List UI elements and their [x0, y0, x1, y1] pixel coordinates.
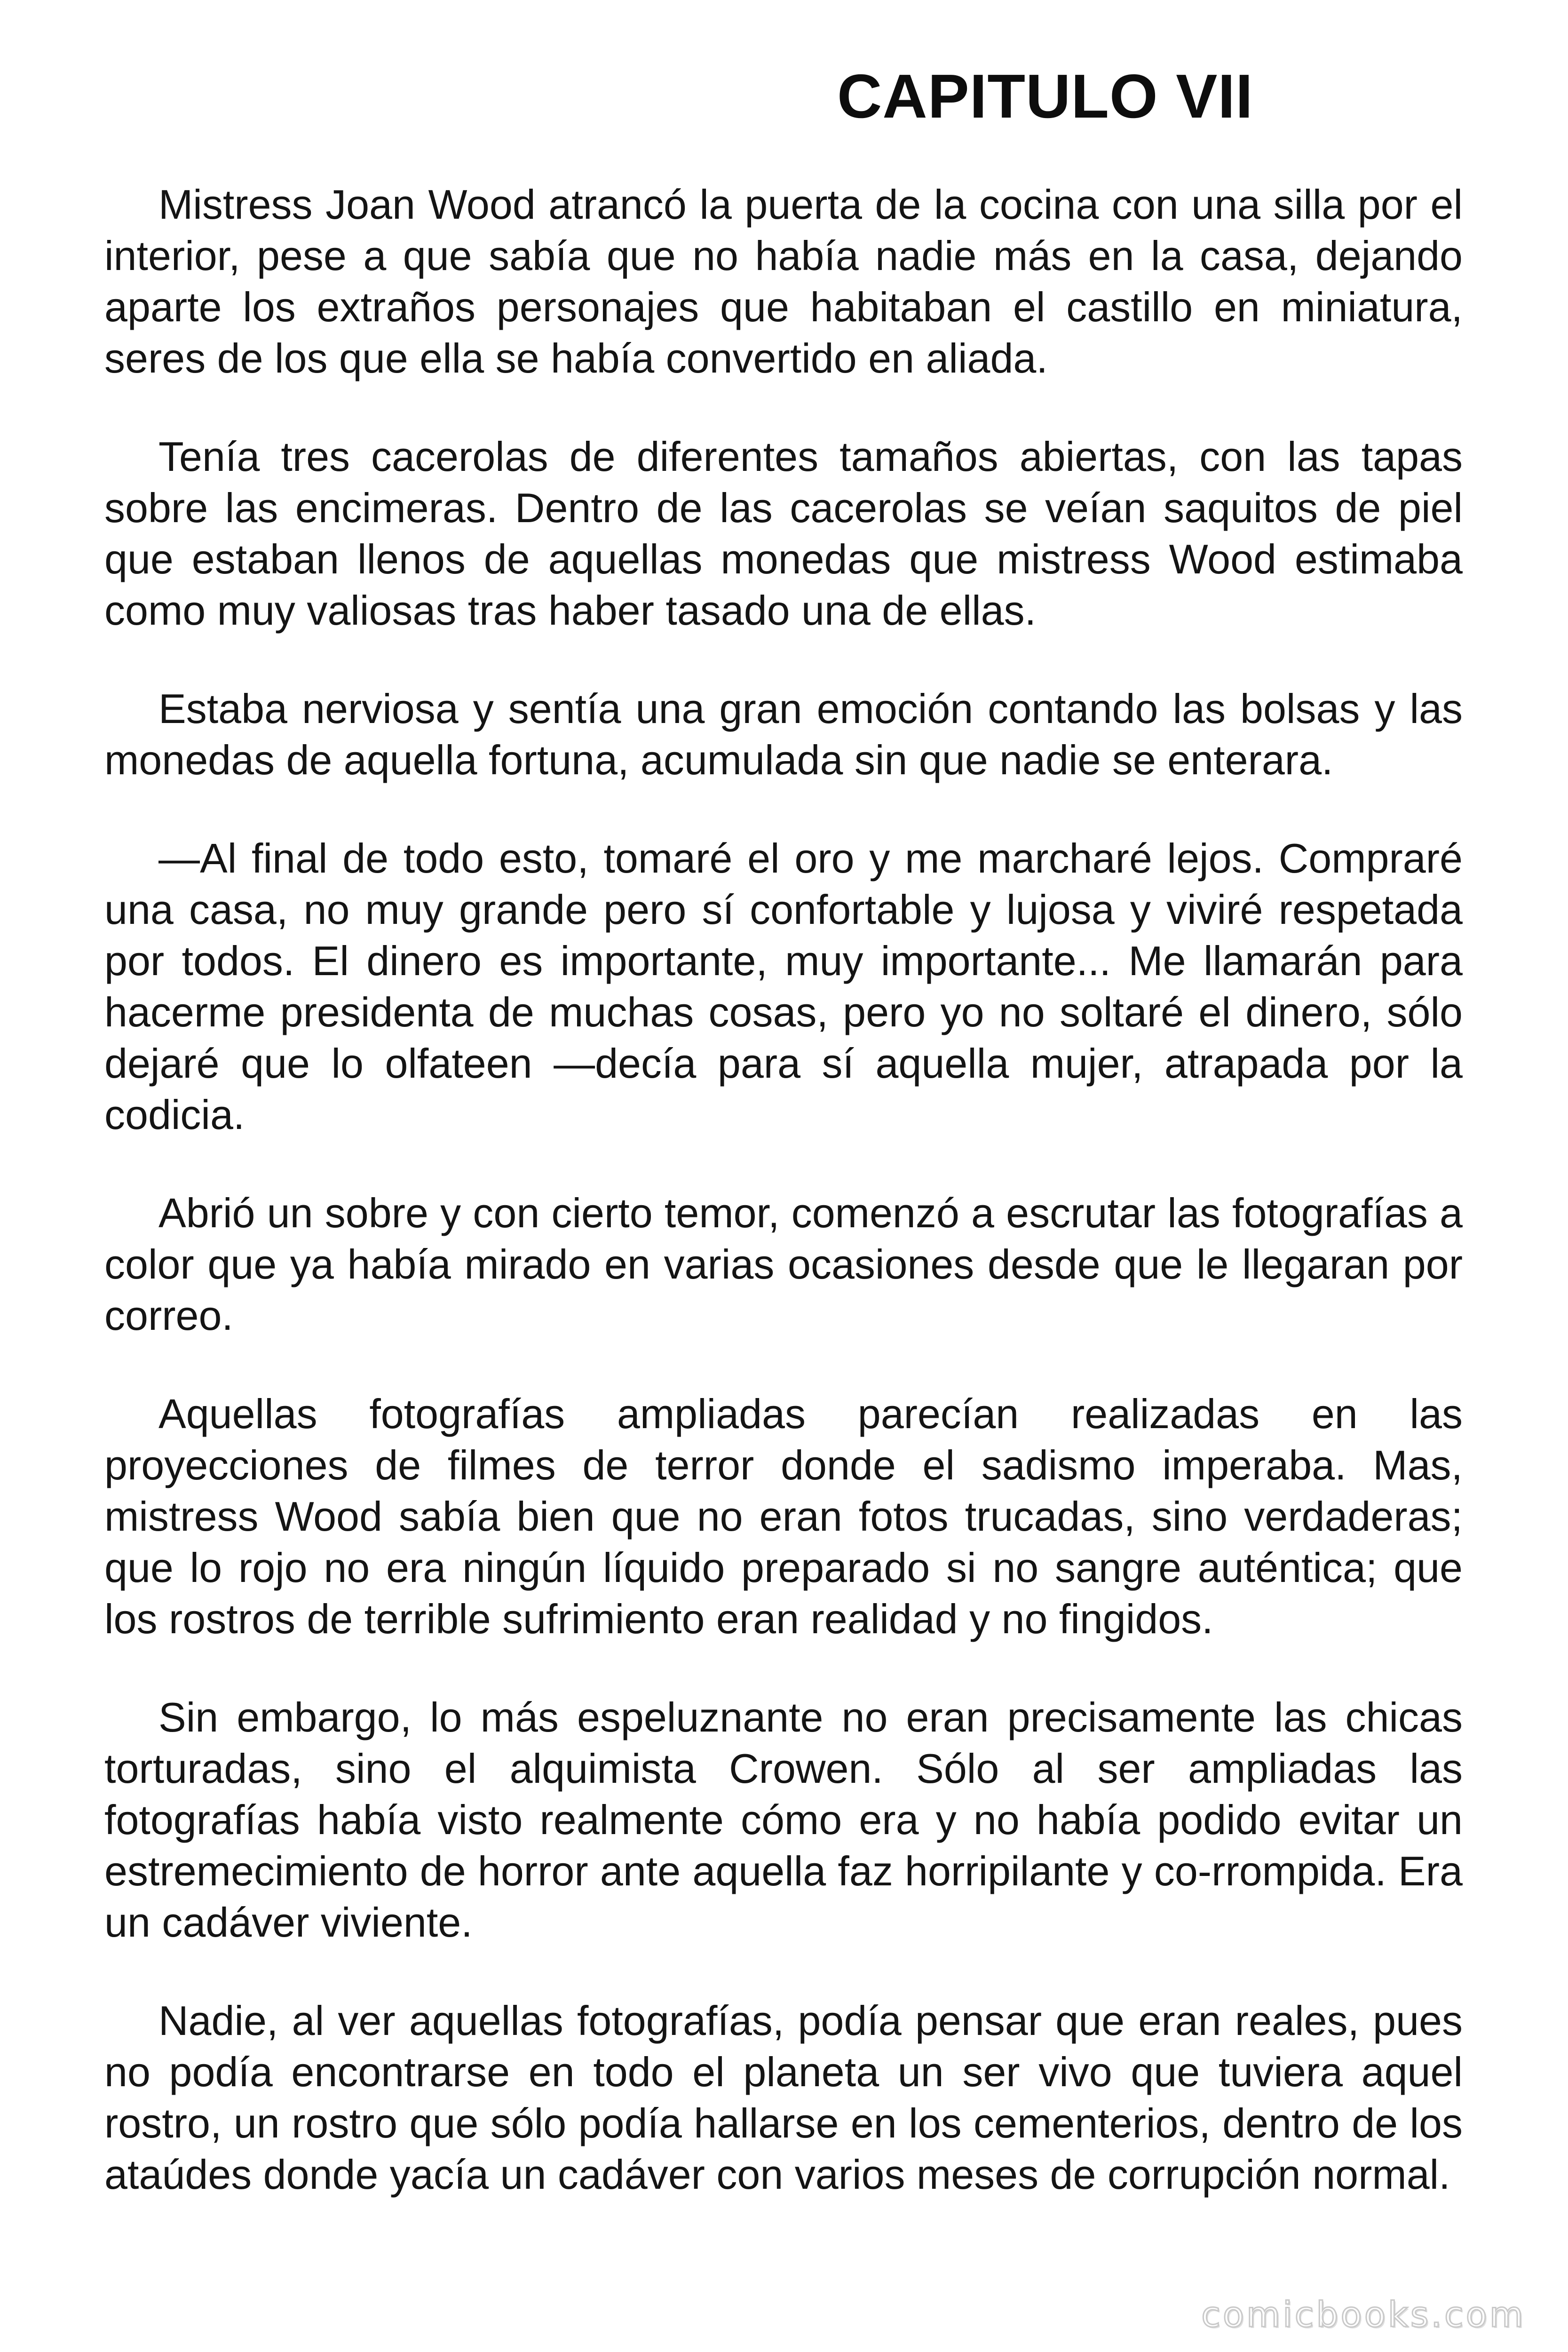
paragraph: Nadie, al ver aquellas fotografías, podía pensar que eran reales, pues no podía encontrarse en todo el planeta un ser vivo que tuviera aquel rostro, un rostro que sólo podía hallarse en los cementerios, dentro de los ataúdes donde yacía un cadáver con varios meses de corrupción normal. [104, 1997, 1463, 2198]
chapter-title: CAPITULO VII [837, 62, 1253, 131]
paragraph: Aquellas fotografías ampliadas parecían realizadas en las proyecciones de filmes de terror donde el sadismo imperaba. Mas, mistress Wood sabía bien que no eran fotos trucadas, sino verdaderas; que lo rojo no era ningún líquido preparado si no sangre auténtica; que los rostros de terrible sufrimiento eran realidad y no fingidos. [104, 1391, 1463, 1642]
paragraph: Tenía tres cacerolas de diferentes tamaños abiertas, con las tapas sobre las encimeras. Dentro de las cacerolas se veían saquitos de piel que estaban llenos de aquellas monedas que mistress Wood estimaba como muy valiosas tras haber tasado una de ellas. [104, 433, 1463, 634]
site-watermark: comicbooks.com [1201, 2295, 1526, 2335]
paragraph: Estaba nerviosa y sentía una gran emoción contando las bolsas y las monedas de aquella fortuna, acumulada sin que nadie se enterara. [104, 685, 1463, 783]
chapter-text [104, 179, 1463, 2200]
paragraph: Sin embargo, lo más espeluznante no eran precisamente las chicas torturadas, sino el alquimista Crowen. Sólo al ser ampliadas las fotografías había visto realmente cómo era y no había podido evitar un estremecimiento de horror ante aquella faz horripilante y co-rrompida. Era un cadáver viviente. [104, 1694, 1463, 1946]
paragraph: Abrió un sobre y con cierto temor, comenzó a escrutar las fotografías a color que ya había mirado en varias ocasiones desde que le llegaran por correo. [104, 1190, 1463, 1339]
paragraph: —Al final de todo esto, tomaré el oro y me marcharé lejos. Compraré una casa, no muy grande pero sí confortable y lujosa y viviré respetada por todos. El dinero es importante, muy importante... Me llamarán para hacerme presidenta de muchas cosas, pero yo no soltaré el dinero, sólo dejaré que lo olfateen —decía para sí aquella mujer, atrapada por la codicia. [104, 835, 1463, 1138]
paragraph: Mistress Joan Wood atrancó la puerta de la cocina con una silla por el interior, pese a que sabía que no había nadie más en la casa, dejando aparte los extraños personajes que habitaban el castillo en miniatura, seres de los que ella se había convertido en aliada. [104, 181, 1463, 381]
